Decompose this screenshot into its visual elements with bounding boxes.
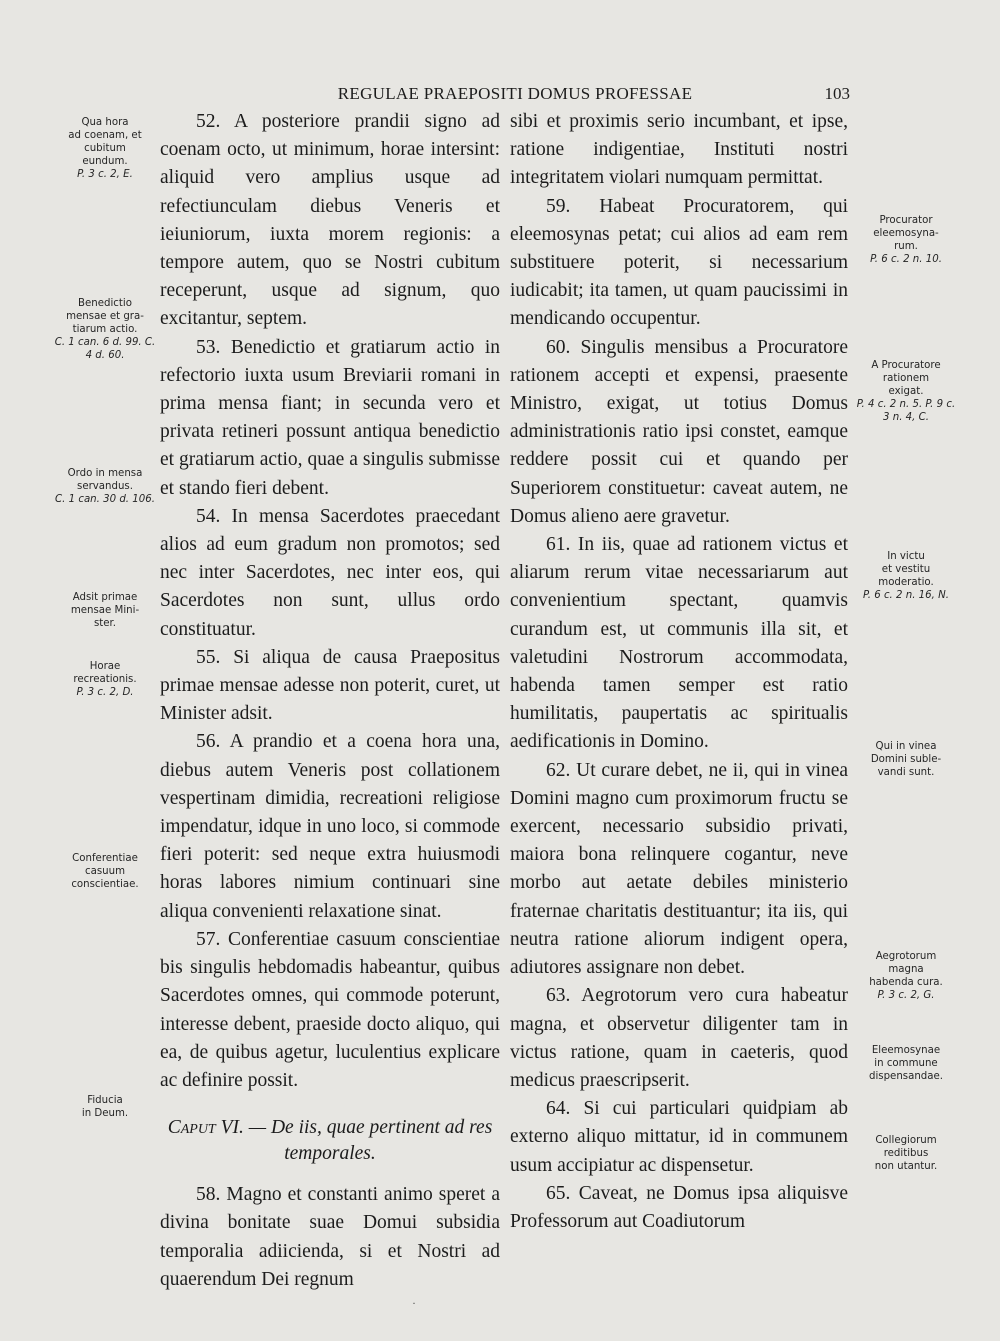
note-line: Collegiorum bbox=[875, 1135, 937, 1146]
note-reference: P. 4 c. 2 n. 5. P. 9 c. 3 n. 4, C. bbox=[856, 399, 956, 423]
margin-note bbox=[852, 1134, 960, 1173]
paragraph: 63. Aegrotorum vero cura habeatur magna, et observetur diligenter tam in victus ratione, quam in caeteris, quod medicus praescripserit. bbox=[510, 985, 848, 1091]
note-line: Procurator bbox=[879, 215, 933, 226]
paragraph: 60. Singulis mensibus a Procuratore rationem accepti et expensi, praesente Ministro, exigat, ut totius Domus administrationis ratio ipsi constet, eamque reddere possit cui et quando per Superiorem constituetur: caveat autem, ne Domus alieno aere gravetur. bbox=[510, 336, 848, 527]
running-title: REGULAE PRAEPOSITI DOMUS PROFESSAE bbox=[337, 84, 693, 103]
note-reference: C. 1 can. 6 d. 99. C. 4 d. 60. bbox=[54, 337, 156, 361]
note-reference: P. 3 c. 2, D. bbox=[76, 687, 134, 698]
note-line: Benedictio bbox=[78, 298, 132, 309]
note-reference: C. 1 can. 30 d. 106. bbox=[55, 494, 155, 505]
margin-note bbox=[852, 950, 960, 1002]
note-line: et vestitu bbox=[881, 564, 931, 575]
note-line: eleemosyna- bbox=[873, 228, 939, 239]
paragraph: 55. Si aliqua de causa Praepositus primae mensae adesse non poterit, curet, ut Minister adsit. bbox=[160, 646, 500, 725]
note-line: Ordo in mensa bbox=[67, 468, 143, 479]
paragraph: 53. Benedictio et gratiarum actio in refectorio iuxta usum Breviarii romani in prima mensa fiant; in secunda vero et privata retineri possunt antiqua benedictio et gratiarum actio, quae a singulis submisse et stando fieri debent. bbox=[160, 336, 500, 499]
page-number: 103 bbox=[824, 84, 850, 103]
margin-note bbox=[852, 550, 960, 602]
note-line: mensae et gra- bbox=[66, 311, 144, 322]
chapter-heading bbox=[160, 1115, 500, 1167]
note-line: Horae bbox=[89, 661, 121, 672]
paragraph: 61. In iis, quae ad rationem victus et aliarum rerum vitae necessariarum aut convenientium spectant, quamvis curandum est, ut communis illa sit, et valetudini Nostrorum accommodata, habenda tamen semper est ratio humilitatis, paupertatis ac spiritualis aedificationis in Domino. bbox=[510, 534, 848, 753]
note-line: Conferentiae bbox=[72, 853, 138, 864]
margin-note bbox=[852, 740, 960, 779]
note-reference: P. 3 c. 2, G. bbox=[877, 990, 935, 1001]
note-line: reditibus bbox=[883, 1148, 929, 1159]
note-line: Qui in vinea bbox=[875, 741, 937, 752]
margin-note bbox=[852, 1044, 960, 1083]
note-line: rum. bbox=[894, 241, 918, 252]
paragraph: 59. Habeat Procuratorem, qui eleemosynas petat; cui alios ad eam rem substituere poterit, si necessarium iudicabit; ita tamen, ut quam paucissimi in mendicando occupentur. bbox=[510, 195, 848, 330]
note-line: dispensandae. bbox=[868, 1071, 944, 1082]
note-line: magna bbox=[888, 964, 924, 975]
margin-note bbox=[52, 660, 158, 699]
note-reference: P. 6 c. 2 n. 16, N. bbox=[863, 590, 949, 601]
note-line: conscientiae. bbox=[71, 879, 139, 890]
note-line: mensae Mini- bbox=[70, 605, 140, 616]
note-line: Qua hora bbox=[81, 117, 129, 128]
right-text-column bbox=[510, 108, 848, 1236]
page-header bbox=[160, 84, 850, 108]
note-line: cubitum bbox=[84, 143, 126, 154]
note-line: Eleemosynae bbox=[871, 1045, 941, 1056]
note-reference: P. 6 c. 2 n. 10. bbox=[870, 254, 942, 265]
chapter-label: Caput VI. bbox=[167, 1117, 244, 1139]
note-line: non utantur. bbox=[874, 1161, 938, 1172]
note-line: exigat. bbox=[888, 386, 924, 397]
margin-note bbox=[52, 467, 158, 506]
note-line: Fiducia bbox=[87, 1095, 123, 1106]
note-line: tiarum actio. bbox=[72, 324, 138, 335]
paragraph: 62. Ut curare debet, ne ii, qui in vinea Domini magno cum proximorum fructu se exercent, necessario subsidio privati, maiora bona relinquere cogantur, neve morbo aut aetate debiles ministerio fraternae charitatis destituantur; ita iis, qui neutra ratione aliorum indigent opera, adiutores assignare non debet. bbox=[510, 759, 848, 979]
margin-note bbox=[852, 359, 960, 424]
note-line: servandus. bbox=[77, 481, 133, 492]
paragraph-continuation: sibi et proximis serio incumbant, et ipse, ratione indigentiae, Instituti nostri integritatem violari numquam permittat. bbox=[510, 111, 848, 189]
chapter-title: — De iis, quae pertinent ad res temporales. bbox=[248, 1117, 493, 1165]
note-line: moderatio. bbox=[878, 577, 934, 588]
paragraph: 65. Caveat, ne Domus ipsa aliquisve Professorum aut Coadiutorum bbox=[510, 1182, 848, 1232]
paragraph: 57. Conferentiae casuum conscientiae bis singulis hebdomadis habeantur, quibus Sacerdotes omnes, qui commode poterunt, interesse debent, praeside docto aliquo, qui ea, de quibus agetur, luculentius explicare ac definire possit. bbox=[160, 928, 500, 1091]
paragraph: 54. In mensa Sacerdotes praecedant alios ad eum gradum non promotos; sed nec inter Sacerdotes, nec inter eos, qui Sacerdotes non sunt, ullus ordo constituatur. bbox=[160, 505, 500, 640]
margin-note bbox=[52, 1094, 158, 1120]
note-line: Aegrotorum bbox=[875, 951, 937, 962]
note-line: ster. bbox=[93, 618, 117, 629]
margin-note bbox=[52, 591, 158, 630]
note-line: A Procuratore bbox=[871, 360, 941, 371]
note-line: casuum bbox=[85, 866, 125, 877]
note-line: Domini suble- bbox=[870, 754, 942, 765]
note-line: habenda cura. bbox=[869, 977, 943, 988]
paragraph: 58. Magno et constanti animo speret a divina bonitate suae Domui subsidia temporalia adiicienda, si et Nostri ad quaerendum Dei regnum bbox=[160, 1184, 500, 1290]
left-text-column bbox=[160, 108, 500, 1294]
note-reference: P. 3 c. 2, E. bbox=[77, 169, 133, 180]
note-line: in Deum. bbox=[81, 1108, 129, 1119]
note-line: In victu bbox=[887, 551, 925, 562]
margin-note bbox=[52, 852, 158, 891]
note-line: in commune bbox=[874, 1058, 938, 1069]
margin-note bbox=[52, 116, 158, 181]
note-line: recreationis. bbox=[73, 674, 137, 685]
note-line: Adsit primae bbox=[72, 592, 138, 603]
note-line: vandi sunt. bbox=[877, 767, 935, 778]
margin-note bbox=[852, 214, 960, 266]
paragraph: 56. A prandio et a coena hora una, diebus autem Veneris post collationem vespertinam dimidia, recreationi religiose impendatur, idque in uno loco, si commode fieri poterit: sed neque extra huiusmodi horas labores nimium continuari sine aliqua convenienti relaxatione sinat. bbox=[160, 731, 500, 922]
margin-note bbox=[52, 297, 158, 362]
note-line: eundum. bbox=[82, 156, 128, 167]
paragraph: 52. A posteriore prandii signo ad coenam octo, ut minimum, horae intersint: aliquid vero amplius usque ad refectiunculam diebus Veneris et ieiuniorum, iuxta morem regionis: a tempore autem, quo se Nostri cubitum receperunt, usque ad signum, quo excitantur, septem. bbox=[160, 111, 500, 330]
print-mark: · bbox=[412, 1296, 416, 1310]
paragraph: 64. Si cui particulari quidpiam ab externo aliquo mittatur, id in communem usum accipiatur ac dispensetur. bbox=[510, 1098, 848, 1176]
note-line: rationem bbox=[882, 373, 930, 384]
note-line: ad coenam, et bbox=[68, 130, 142, 141]
